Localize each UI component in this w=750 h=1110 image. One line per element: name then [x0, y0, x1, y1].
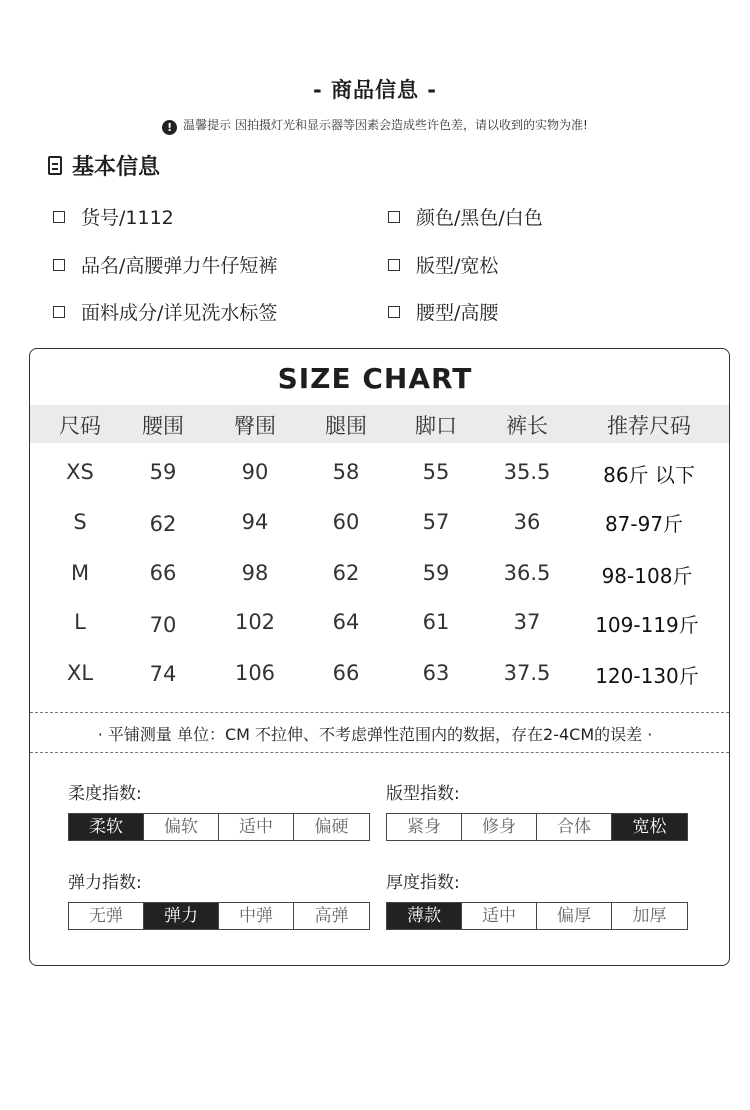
fit-index-scale [386, 813, 688, 841]
checkbox-icon [53, 306, 65, 318]
divider [30, 712, 729, 713]
info-item-text: 版型/宽松 [416, 255, 499, 277]
info-item [53, 203, 174, 230]
basic-info-heading-label: 基本信息 [72, 155, 161, 180]
table-cell: 37 [513, 610, 541, 634]
table-cell: 58 [332, 460, 360, 484]
column-header: 裤长 [506, 414, 548, 438]
table-cell: 66 [149, 561, 177, 585]
table-cell: 37.5 [503, 661, 551, 685]
table-cell: 61 [422, 610, 450, 634]
info-item-text: 货号/1112 [81, 207, 174, 229]
divider [30, 752, 729, 753]
document-icon [48, 156, 62, 175]
info-item-text: 面料成分/详见洗水标签 [81, 302, 278, 324]
elasticity-index-scale [68, 902, 370, 930]
checkbox-icon [388, 306, 400, 318]
table-cell: 98 [241, 561, 269, 585]
table-cell: 62 [149, 512, 177, 536]
column-header: 脚口 [415, 414, 457, 438]
info-item [388, 203, 543, 230]
index-option: 高弹 [314, 906, 349, 926]
notice-text: 温馨提示 因拍摄灯光和显示器等因素会造成些许色差，请以收到的实物为准! [183, 118, 588, 132]
checkbox-icon [53, 259, 65, 271]
thickness-index-scale [386, 902, 688, 930]
softness-index-scale [68, 813, 370, 841]
table-cell: 60 [332, 510, 360, 534]
elasticity-index-label: 弹力指数: [68, 873, 142, 893]
info-item [388, 251, 498, 278]
column-header: 腿围 [325, 414, 367, 438]
table-cell: 87-97斤 [604, 512, 684, 536]
table-cell: 55 [422, 460, 450, 484]
exclamation-icon: ! [162, 120, 177, 135]
index-option: 适中 [462, 903, 537, 929]
index-option: 偏软 [144, 814, 219, 840]
column-header: 腰围 [142, 414, 184, 438]
table-cell: 120-130斤 [595, 664, 699, 688]
index-option: 适中 [219, 814, 294, 840]
info-item [388, 298, 498, 325]
table-cell: 57 [422, 510, 450, 534]
table-cell: 70 [149, 613, 177, 637]
index-option: 弹力 [144, 903, 219, 929]
table-cell: 90 [241, 460, 269, 484]
index-option: 中弹 [219, 903, 294, 929]
info-item [53, 251, 277, 278]
checkbox-icon [388, 259, 400, 271]
column-header: 尺码 [59, 414, 101, 438]
table-cell: 59 [149, 460, 177, 484]
index-option: 薄款 [387, 903, 462, 929]
table-cell: 63 [422, 661, 450, 685]
table-cell: XL [66, 661, 94, 685]
checkbox-icon [388, 211, 400, 223]
table-cell: 74 [149, 662, 177, 686]
size-chart-title: SIZE CHART [277, 362, 473, 395]
index-option: 无弹 [69, 903, 144, 929]
info-item [53, 298, 277, 325]
table-cell: 35.5 [503, 460, 551, 484]
table-cell: 66 [332, 661, 360, 685]
table-cell: 64 [332, 610, 360, 634]
index-option: 紧身 [387, 814, 462, 840]
table-cell: S [73, 510, 87, 534]
table-cell: 59 [422, 561, 450, 585]
column-header: 推荐尺码 [607, 414, 691, 438]
thickness-index-label: 厚度指数: [386, 873, 460, 893]
index-option: 宽松 [612, 814, 687, 840]
table-cell: 36.5 [503, 561, 551, 585]
softness-index-label: 柔度指数: [68, 784, 142, 804]
index-option: 柔软 [69, 814, 144, 840]
table-cell: 98-108斤 [601, 564, 693, 588]
fit-index-label: 版型指数: [386, 784, 460, 804]
table-cell: 102 [234, 610, 276, 634]
table-cell: 106 [234, 661, 276, 685]
basic-info-heading [48, 150, 160, 181]
index-option: 偏厚 [537, 903, 612, 929]
index-option: 修身 [462, 814, 537, 840]
column-header: 臀围 [234, 414, 276, 438]
table-cell: 109-119斤 [595, 613, 699, 637]
table-cell: 62 [332, 561, 360, 585]
table-cell: 36 [513, 510, 541, 534]
table-cell: L [74, 610, 86, 634]
table-cell: XS [66, 460, 94, 484]
checkbox-icon [53, 211, 65, 223]
measurement-note: · 平铺测量 单位：CM 不拉伸、不考虑弹性范围内的数据，存在2-4CM的误差 · [97, 725, 653, 744]
table-cell: 86斤 以下 [603, 463, 695, 487]
info-item-text: 颜色/黑色/白色 [416, 207, 543, 229]
index-option: 偏硬 [314, 817, 349, 837]
page-title: - 商品信息 - [312, 78, 438, 102]
table-cell: 94 [241, 510, 269, 534]
table-cell: M [70, 561, 90, 585]
index-option: 合体 [537, 814, 612, 840]
index-option: 加厚 [632, 906, 667, 926]
info-item-text: 品名/高腰弹力牛仔短裤 [81, 255, 278, 277]
notice [0, 116, 750, 135]
info-item-text: 腰型/高腰 [416, 302, 499, 324]
